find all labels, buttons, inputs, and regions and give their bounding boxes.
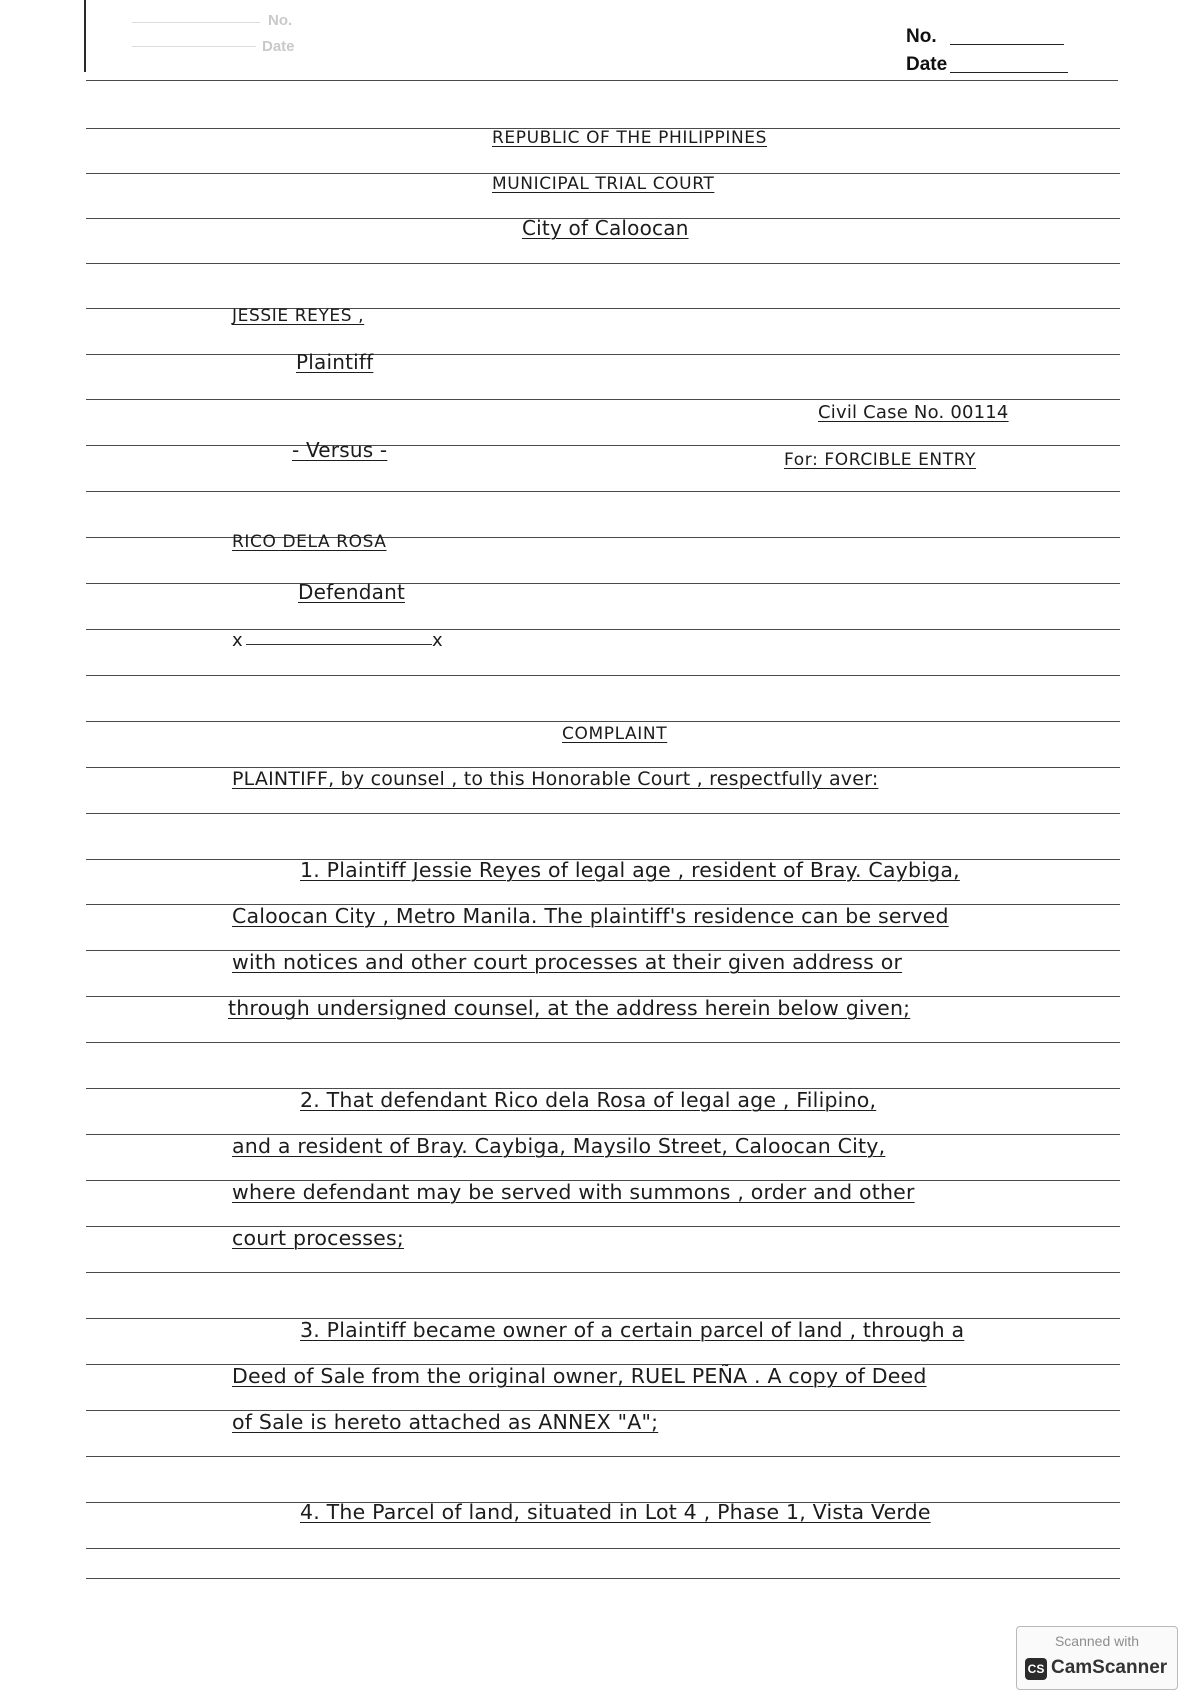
ruled-line bbox=[86, 1456, 1120, 1457]
para3-line: of Sale is hereto attached as ANNEX "A"; bbox=[232, 1410, 659, 1434]
caption-x-right: x bbox=[432, 630, 443, 651]
para3-line: 3. Plaintiff became owner of a certain parcel of land , through a bbox=[300, 1318, 965, 1342]
ghost-date-label: Date bbox=[262, 38, 295, 55]
caption-divider bbox=[246, 644, 432, 645]
plaintiff-role: Plaintiff bbox=[296, 350, 374, 374]
plaintiff-name: JESSIE REYES , bbox=[232, 306, 365, 326]
ruled-line bbox=[86, 354, 1120, 355]
para2-line: and a resident of Bray. Caybiga, Maysilo Street, Caloocan City, bbox=[232, 1134, 886, 1158]
complaint-title: COMPLAINT bbox=[562, 724, 668, 744]
ruled-line bbox=[86, 1548, 1120, 1549]
caption-x-left: x bbox=[232, 630, 243, 651]
case-nature: For: FORCIBLE ENTRY bbox=[784, 450, 977, 470]
para2-line: court processes; bbox=[232, 1226, 404, 1250]
republic-heading: REPUBLIC OF THE PHILIPPINES bbox=[492, 128, 768, 148]
no-label: No. bbox=[906, 26, 937, 47]
camscanner-watermark bbox=[1016, 1626, 1178, 1690]
ruled-line bbox=[86, 583, 1120, 584]
ruled-line bbox=[86, 813, 1120, 814]
versus-label: - Versus - bbox=[292, 438, 388, 462]
court-heading: MUNICIPAL TRIAL COURT bbox=[492, 174, 715, 194]
para1-line: Caloocan City , Metro Manila. The plaintiff's residence can be served bbox=[232, 904, 949, 928]
ghost-no-label: No. bbox=[268, 12, 293, 29]
date-label: Date bbox=[906, 54, 948, 75]
ruled-line bbox=[86, 445, 1120, 446]
ruled-line bbox=[86, 1272, 1120, 1273]
para4-line: 4. The Parcel of land, situated in Lot 4 , Phase 1, Vista Verde bbox=[300, 1500, 931, 1524]
para2-line: where defendant may be served with summons , order and other bbox=[232, 1180, 915, 1204]
ruled-line bbox=[86, 263, 1120, 264]
case-number: Civil Case No. 00114 bbox=[818, 402, 1009, 423]
no-blank bbox=[950, 44, 1064, 45]
ruled-line bbox=[86, 1578, 1120, 1579]
ruled-line bbox=[86, 80, 1118, 81]
ruled-line bbox=[86, 721, 1120, 722]
watermark-brand: CamScanner bbox=[1051, 1657, 1168, 1678]
ruled-line bbox=[86, 1042, 1120, 1043]
para1-line: through undersigned counsel, at the address herein below given; bbox=[228, 996, 911, 1020]
ruled-line bbox=[86, 675, 1120, 676]
city-heading: City of Caloocan bbox=[522, 216, 689, 240]
complaint-intro: PLAINTIFF, by counsel , to this Honorable Court , respectfully aver: bbox=[232, 768, 879, 790]
defendant-name: RICO DELA ROSA bbox=[232, 532, 387, 552]
para1-line: 1. Plaintiff Jessie Reyes of legal age , resident of Bray. Caybiga, bbox=[300, 858, 960, 882]
para2-line: 2. That defendant Rico dela Rosa of legal age , Filipino, bbox=[300, 1088, 877, 1112]
page-edge bbox=[84, 0, 86, 72]
ruled-line bbox=[86, 399, 1120, 400]
ruled-line bbox=[86, 491, 1120, 492]
defendant-role: Defendant bbox=[298, 580, 405, 604]
camscanner-logo-icon: CS bbox=[1025, 1658, 1047, 1680]
date-blank bbox=[950, 72, 1068, 73]
ghost-line bbox=[132, 46, 256, 47]
para1-line: with notices and other court processes at their given address or bbox=[232, 950, 903, 974]
watermark-caption: Scanned with bbox=[1054, 1633, 1140, 1649]
para3-line: Deed of Sale from the original owner, RUEL PEÑA . A copy of Deed bbox=[232, 1364, 927, 1388]
ghost-line bbox=[132, 22, 260, 23]
